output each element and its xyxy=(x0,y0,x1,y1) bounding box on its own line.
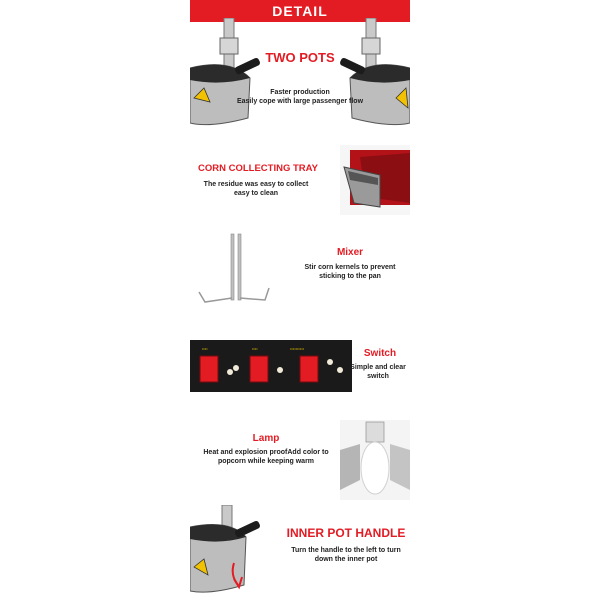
svg-text:••••••••••: •••••••••• xyxy=(290,346,305,351)
inner-pot-handle-image xyxy=(190,505,270,600)
two-pots-desc-line-2: Easily cope with large passenger flow xyxy=(236,98,364,105)
inner-pot-handle-desc-line-2: down the inner pot xyxy=(314,556,378,563)
tray-desc-line-2: easy to clean xyxy=(234,190,278,197)
tray-desc xyxy=(196,180,316,198)
mixer-desc xyxy=(290,263,410,281)
two-pots-desc xyxy=(230,88,370,106)
switch-desc-line-2: switch xyxy=(367,373,389,380)
mixer-desc-line-2: sticking to the pan xyxy=(319,273,381,280)
detail-banner: DETAIL xyxy=(190,0,410,22)
lamp-desc-line-2: popcorn while keeping warm xyxy=(217,458,315,465)
inner-pot-handle-desc xyxy=(280,546,412,564)
tray-image xyxy=(340,145,410,215)
lamp-desc xyxy=(198,448,334,466)
switch-desc xyxy=(346,363,410,381)
switch-desc-line-1: Simple and clear xyxy=(350,364,406,371)
two-pots-title: TWO POTS xyxy=(265,50,335,65)
mixer-desc-line-1: Stir corn kernels to prevent xyxy=(304,264,396,271)
switch-title: Switch xyxy=(363,348,397,359)
switch-panel-image xyxy=(190,340,352,392)
lamp-image xyxy=(340,420,410,500)
tray-title: CORN COLLECTING TRAY xyxy=(198,163,318,174)
two-pots-desc-line-1: Faster production xyxy=(270,89,330,96)
inner-pot-handle-title: INNER POT HANDLE xyxy=(286,526,406,540)
lamp-desc-line-1: Heat and explosion proofAdd color to xyxy=(203,449,329,456)
tray-desc-line-1: The residue was easy to collect xyxy=(203,181,309,188)
svg-text:••••: •••• xyxy=(252,346,258,351)
lamp-title: Lamp xyxy=(252,433,280,444)
right-pot-image xyxy=(330,18,410,128)
inner-pot-handle-desc-line-1: Turn the handle to the left to turn xyxy=(291,547,401,554)
mixer-image xyxy=(195,230,275,310)
svg-text:••••: •••• xyxy=(202,346,208,351)
mixer-title: Mixer xyxy=(336,247,364,258)
left-pot-image xyxy=(190,18,270,128)
